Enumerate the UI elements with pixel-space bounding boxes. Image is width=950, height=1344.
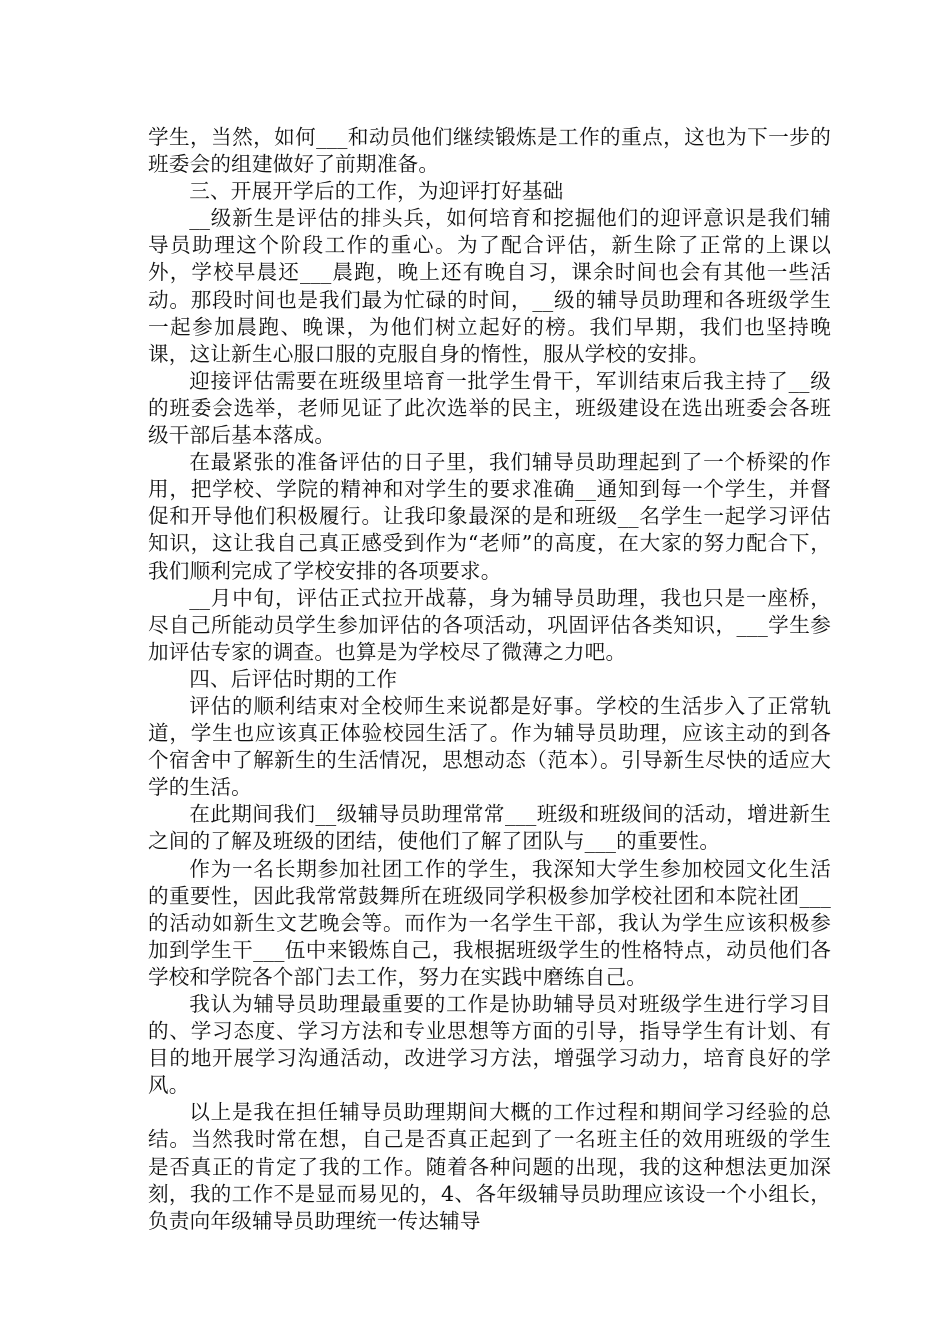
paragraph: 作为一名长期参加社团工作的学生，我深知大学生参加校园文化生活的重要性，因此我常常鼓舞所在班级同学积极参加学校社团和本院社团___的活动如新生文艺晚会等。而作为一名学生干部，我认为学生应该积极参加到学生干___伍中来锻炼自己，我根据班级学生的性格特点，动员他们各学校和学院各个部门去工作，努力在实践中磨练自己。 <box>148 856 831 989</box>
paragraph: __月中旬，评估正式拉开战幕，身为辅导员助理，我也只是一座桥，尽自己所能动员学生参加评估的各项活动，巩固评估各类知识，___学生参加评估专家的调查。也算是为学校尽了微薄之力吧。 <box>148 585 831 664</box>
section-heading: 四、后评估时期的工作 <box>189 666 398 691</box>
section-heading: 三、开展开学后的工作，为迎评打好基础 <box>189 179 564 204</box>
paragraph: 迎接评估需要在班级里培育一批学生骨干，军训结束后我主持了__级的班委会选举，老师见证了此次选举的民主，班级建设在选出班委会各班级干部后基本落成。 <box>148 368 831 448</box>
document-page <box>148 124 831 1235</box>
paragraph: 评估的顺利结束对全校师生来说都是好事。学校的生活步入了正常轨道，学生也应该真正体验校园生活了。作为辅导员助理，应该主动的到各个宿舍中了解新生的生活情况，思想动态（范本）。引导新生尽快的适应大学的生活。 <box>148 693 831 800</box>
paragraph: 在最紧张的准备评估的日子里，我们辅导员助理起到了一个桥梁的作用，把学校、学院的精神和对学生的要求准确__通知到每一个学生，并督促和开导他们积极履行。让我印象最深的是和班级__名学生一起学习评估知识，这让我自己真正感受到作为“老师”的高度，在大家的努力配合下，我们顺利完成了学校安排的各项要求。 <box>148 450 831 583</box>
paragraph: 以上是我在担任辅导员助理期间大概的工作过程和期间学习经验的总结。当然我时常在想，自己是否真正起到了一名班主任的效用班级的学生是否真正的肯定了我的工作。随着各种问题的出现，我的这种想法更加深刻，我的工作不是显而易见的，4、各年级辅导员助理应该设一个小组长，负责向年级辅导员助理统一传达辅导 <box>148 1100 831 1233</box>
paragraph: 我认为辅导员助理最重要的工作是协助辅导员对班级学生进行学习目的、学习态度、学习方法和专业思想等方面的引导，指导学生有计划、有目的地开展学习沟通活动，改进学习方法，增强学习动力，培育良好的学风。 <box>148 992 831 1098</box>
paragraph: __级新生是评估的排头兵，如何培育和挖掘他们的迎评意识是我们辅导员助理这个阶段工作的重心。为了配合评估，新生除了正常的上课以外，学校早晨还___晨跑，晚上还有晚自习，课余时间也会有其他一些活动。那段时间也是我们最为忙碌的时间，__级的辅导员助理和各班级学生一起参加晨跑、晚课，为他们树立起好的榜。我们早期，我们也坚持晚课，这让新生心服口服的克服自身的惰性，服从学校的安排。 <box>148 206 831 366</box>
paragraph: 学生，当然，如何___和动员他们继续锻炼是工作的重点，这也为下一步的班委会的组建做好了前期准备。 <box>148 125 831 177</box>
paragraph: 在此期间我们__级辅导员助理常常___班级和班级间的活动，增进新生之间的了解及班级的团结，使他们了解了团队与___的重要性。 <box>148 802 831 854</box>
